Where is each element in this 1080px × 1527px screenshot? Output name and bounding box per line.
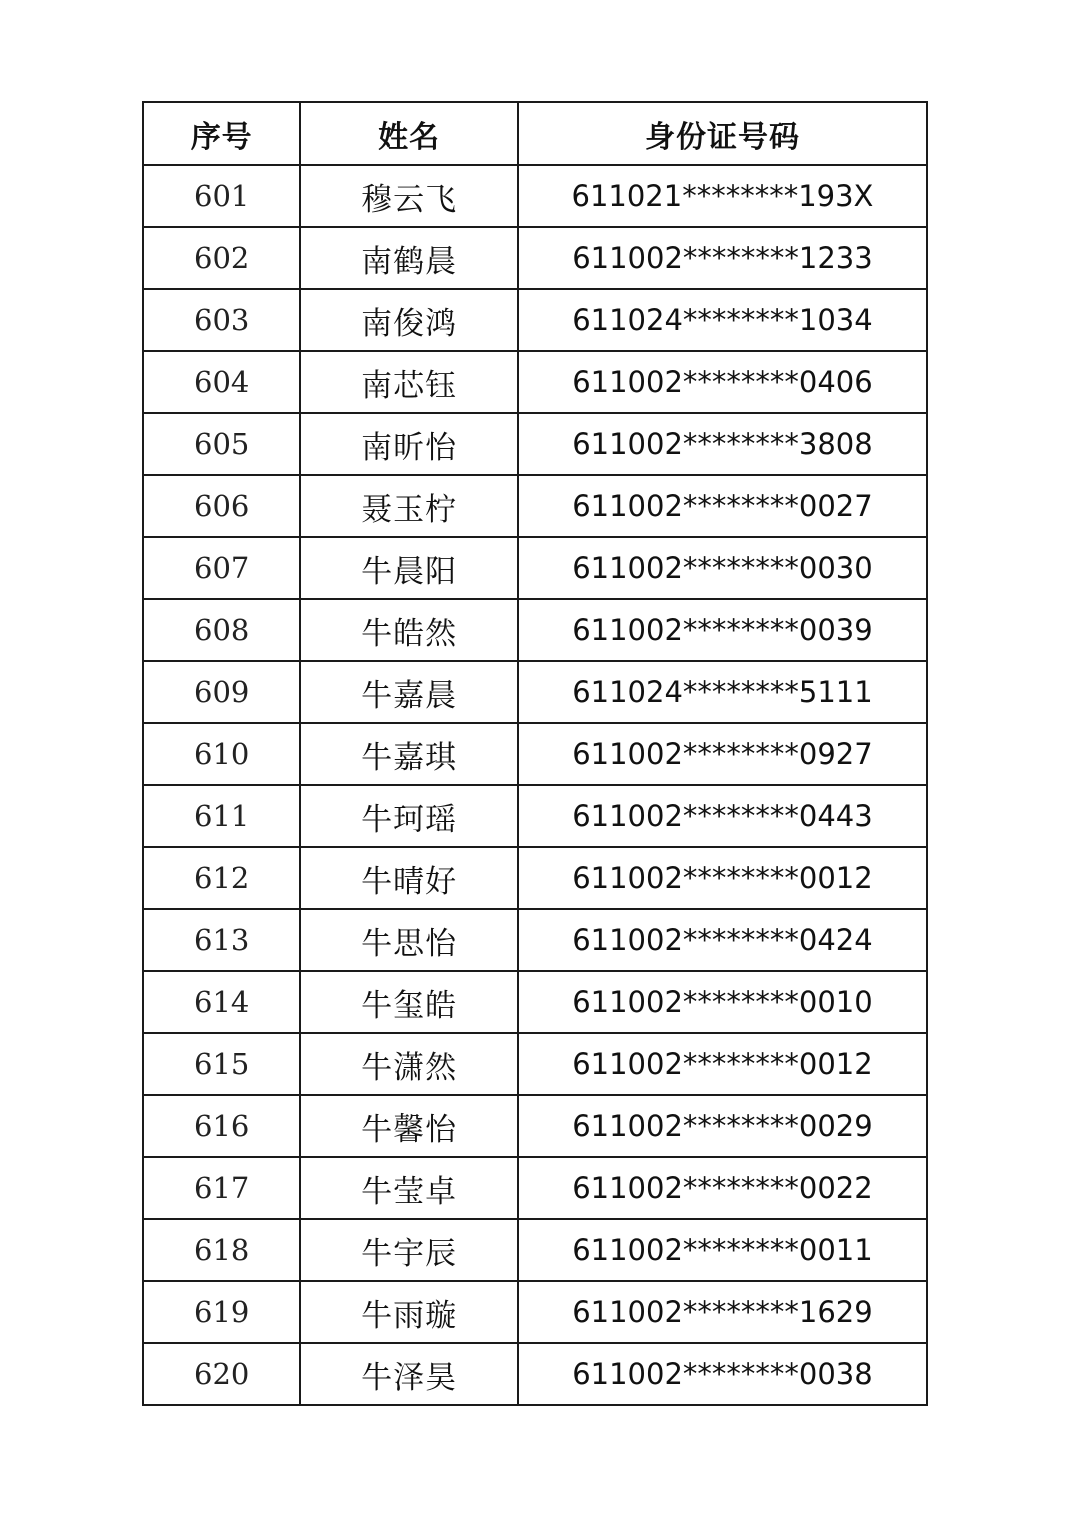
row-id-number: 611002********0027 [518,475,927,537]
row-seq: 607 [143,537,300,599]
table-row [143,785,927,847]
roster-table [142,101,928,1406]
row-seq: 619 [143,1281,300,1343]
row-name: 牛嘉琪 [300,723,518,785]
table-row [143,475,927,537]
row-seq: 606 [143,475,300,537]
header-seq: 序号 [143,102,300,165]
table-row [143,1095,927,1157]
header-row [143,102,927,165]
row-id-number: 611024********5111 [518,661,927,723]
row-id-number: 611002********0010 [518,971,927,1033]
row-name: 牛馨怡 [300,1095,518,1157]
row-name: 牛雨璇 [300,1281,518,1343]
row-seq: 602 [143,227,300,289]
row-seq: 615 [143,1033,300,1095]
row-id-number: 611002********3808 [518,413,927,475]
table-row [143,909,927,971]
row-seq: 612 [143,847,300,909]
row-name: 牛泽昊 [300,1343,518,1405]
row-seq: 614 [143,971,300,1033]
row-name: 牛玺皓 [300,971,518,1033]
row-name: 牛晴好 [300,847,518,909]
row-seq: 601 [143,165,300,227]
row-name: 牛晨阳 [300,537,518,599]
row-seq: 617 [143,1157,300,1219]
row-id-number: 611002********0022 [518,1157,927,1219]
row-name: 南鹤晨 [300,227,518,289]
row-seq: 618 [143,1219,300,1281]
row-id-number: 611002********0443 [518,785,927,847]
table-row [143,599,927,661]
row-name: 牛嘉晨 [300,661,518,723]
table-row [143,723,927,785]
row-id-number: 611002********0038 [518,1343,927,1405]
row-name: 南芯钰 [300,351,518,413]
table-row [143,165,927,227]
row-seq: 616 [143,1095,300,1157]
row-id-number: 611002********0011 [518,1219,927,1281]
row-id-number: 611002********0029 [518,1095,927,1157]
row-name: 聂玉柠 [300,475,518,537]
row-seq: 611 [143,785,300,847]
table-row [143,1157,927,1219]
row-id-number: 611024********1034 [518,289,927,351]
row-name: 南俊鸿 [300,289,518,351]
row-seq: 603 [143,289,300,351]
table-row [143,1281,927,1343]
row-seq: 608 [143,599,300,661]
header-name: 姓名 [300,102,518,165]
table-row [143,413,927,475]
row-name: 牛莹卓 [300,1157,518,1219]
row-name: 穆云飞 [300,165,518,227]
table-row [143,289,927,351]
row-id-number: 611021********193X [518,165,927,227]
header-id: 身份证号码 [518,102,927,165]
table-row [143,661,927,723]
row-seq: 604 [143,351,300,413]
table-row [143,227,927,289]
row-seq: 605 [143,413,300,475]
table-row [143,971,927,1033]
row-name: 牛宇辰 [300,1219,518,1281]
row-seq: 620 [143,1343,300,1405]
row-seq: 609 [143,661,300,723]
row-id-number: 611002********0012 [518,1033,927,1095]
row-name: 南昕怡 [300,413,518,475]
row-id-number: 611002********0012 [518,847,927,909]
table-row [143,1219,927,1281]
row-seq: 610 [143,723,300,785]
row-id-number: 611002********0030 [518,537,927,599]
row-id-number: 611002********0424 [518,909,927,971]
row-id-number: 611002********1629 [518,1281,927,1343]
row-name: 牛潇然 [300,1033,518,1095]
table-row [143,351,927,413]
table-row [143,1033,927,1095]
table-row [143,1343,927,1405]
row-name: 牛皓然 [300,599,518,661]
row-seq: 613 [143,909,300,971]
row-name: 牛珂瑶 [300,785,518,847]
row-id-number: 611002********0039 [518,599,927,661]
table-row [143,847,927,909]
row-id-number: 611002********1233 [518,227,927,289]
table-row [143,537,927,599]
row-name: 牛思怡 [300,909,518,971]
row-id-number: 611002********0406 [518,351,927,413]
row-id-number: 611002********0927 [518,723,927,785]
